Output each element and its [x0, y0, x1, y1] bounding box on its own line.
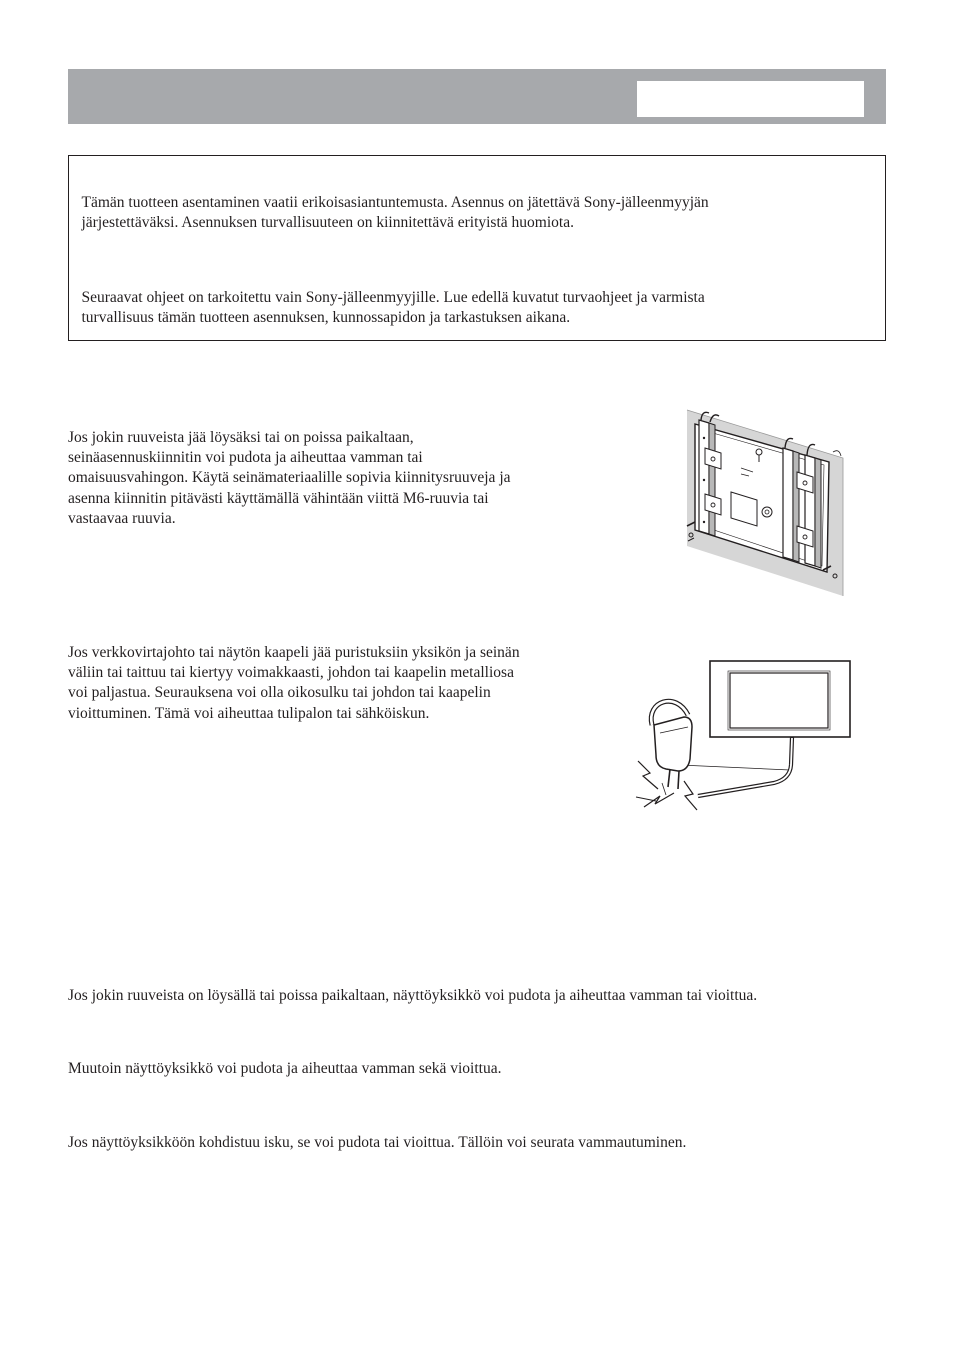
power-plug [651, 701, 692, 789]
notice-line: Seuraavat ohjeet on tarkoitettu vain Sony-jälleenmyyjille. Lue edellä kuvatut turvaohjeet ja varmista [81, 288, 705, 306]
body-line: voi paljastua. Seurauksena voi olla oikosulku tai johdon tai kaapelin [68, 684, 491, 702]
body-line: omaisuusvahingon. Käytä seinämateriaalille sopivia kiinnitysruuveja ja [68, 469, 511, 487]
wall-base-line [680, 765, 790, 770]
body-paragraph [68, 1059, 502, 1079]
body-line: vastaavaa ruuvia. [68, 509, 176, 527]
body-line: Jos jokin ruuveista jää löysäksi tai on poissa paikaltaan, [68, 429, 414, 446]
header-bar [68, 69, 886, 124]
notice-box [68, 155, 886, 341]
body-line: asenna kiinnitin pitävästi käyttämällä vähintään viittä M6-ruuvia tai [68, 489, 489, 507]
wall-bracket-illustration [683, 408, 845, 598]
notice-paragraph [82, 193, 709, 234]
monitor [710, 661, 850, 737]
body-paragraph [68, 643, 520, 724]
header-label-box [637, 81, 864, 117]
body-line: väliin tai taittuu tai kiertyy voimakkaasti, johdon tai kaapelin metalliosa [68, 664, 514, 682]
notice-paragraph [82, 288, 705, 329]
body-line: Muutoin näyttöyksikkö voi pudota ja aiheuttaa vamman sekä vioittua. [68, 1060, 502, 1077]
body-paragraph [68, 986, 757, 1006]
body-line: seinäasennuskiinnitin voi pudota ja aiheuttaa vamman tai [68, 449, 423, 467]
body-line: Jos näyttöyksikköön kohdistuu isku, se voi pudota tai vioittua. Tällöin voi seurata vammautuminen. [68, 1134, 687, 1151]
body-paragraph [68, 1133, 686, 1153]
notice-line: turvallisuus tämän tuotteen asennuksen, kunnossapidon ja tarkastuksen aikana. [81, 309, 571, 326]
body-line: Jos verkkovirtajohto tai näytön kaapeli jää puristuksiin yksikön ja seinän [68, 644, 520, 661]
body-line: Jos jokin ruuveista on löysällä tai poissa paikaltaan, näyttöyksikkö voi pudota ja aiheuttaa vamman tai vioittua. [68, 987, 758, 1004]
notice-line: järjestettäväksi. Asennuksen turvallisuuteen on kiinnitettävä erityistä huomiota. [81, 214, 574, 231]
monitor-cable-illustration [632, 655, 854, 815]
notice-line: Tämän tuotteen asentaminen vaatii erikoisasiantuntemusta. Asennus on jätettävä Sony-jälleenmyyjän [81, 193, 709, 211]
body-paragraph [68, 428, 511, 529]
body-line: vioittuminen. Tämä voi aiheuttaa tulipalon tai sähköiskun. [68, 704, 430, 722]
